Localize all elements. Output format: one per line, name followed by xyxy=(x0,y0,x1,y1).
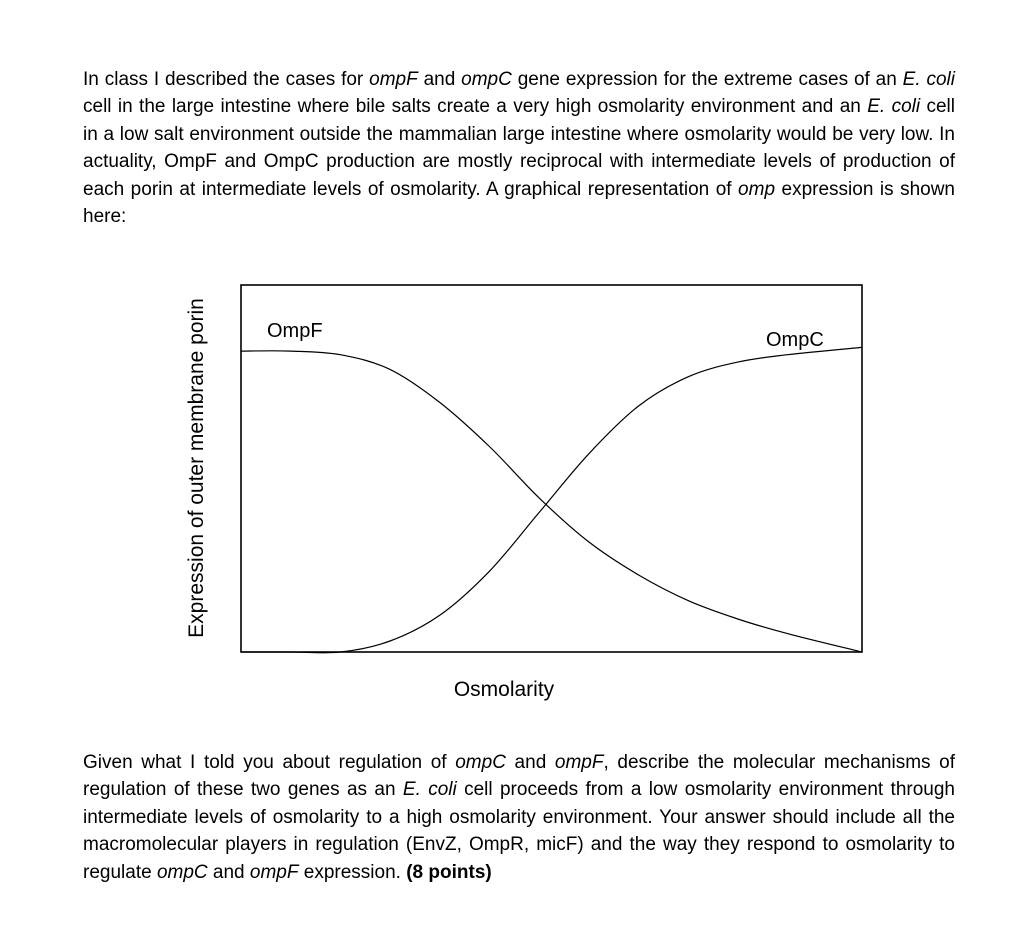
species-name: E. coli xyxy=(402,779,457,801)
x-axis-label: Osmolarity xyxy=(453,678,555,701)
intro-paragraph xyxy=(83,66,955,230)
gene-name: ompF xyxy=(369,69,418,90)
intro-text: cell in the large intestine where bile salts create a very high osmolarity environment and an xyxy=(83,96,868,118)
gene-name: ompC xyxy=(156,861,208,883)
y-axis-label: Expression of outer membrane porin xyxy=(185,298,208,638)
question-text: and xyxy=(207,861,250,883)
series-line-ompc xyxy=(241,347,862,652)
question-text: cell proceeds from a low osmolarity environment through intermediate levels of osmolarity to a high osmolarity environment. Your answer should include all the macromolecular players in regulation (EnvZ, OmpR, micF) and the way they respond to osmolarity to regulate xyxy=(83,779,955,883)
gene-name: omp xyxy=(738,178,776,200)
gene-name: ompF xyxy=(554,752,604,773)
intro-text: In class I described the cases for xyxy=(83,69,370,90)
intro-text: cell in a low salt environment outside the mammalian large intestine where osmolarity would be very low. In actuality, OmpF and OmpC production are mostly reciprocal with intermediate levels of production of each porin at intermediate levels of osmolarity. A graphical representation of xyxy=(83,96,955,200)
points-label: (8 points) xyxy=(406,861,492,883)
question-text: Given what I told you about regulation of xyxy=(83,752,456,773)
species-name: E. coli xyxy=(867,96,921,118)
question-text: and xyxy=(505,752,555,773)
intro-text: gene expression for the extreme cases of an xyxy=(511,69,903,90)
series-label-ompf: OmpF xyxy=(267,320,323,342)
question-text: , describe the molecular mechanisms of regulation of these two genes as an xyxy=(83,752,955,801)
plot-frame xyxy=(241,285,862,652)
gene-name: ompC xyxy=(455,752,506,773)
species-name: E. coli xyxy=(902,69,956,90)
intro-text: and xyxy=(417,69,462,90)
gene-name: ompF xyxy=(249,861,299,883)
intro-text: expression is shown here: xyxy=(83,178,955,228)
question-paragraph xyxy=(83,749,955,886)
series-line-ompf xyxy=(241,351,862,652)
gene-name: ompC xyxy=(461,69,512,90)
question-text: expression. xyxy=(298,861,407,883)
series-label-ompc: OmpC xyxy=(766,329,824,351)
